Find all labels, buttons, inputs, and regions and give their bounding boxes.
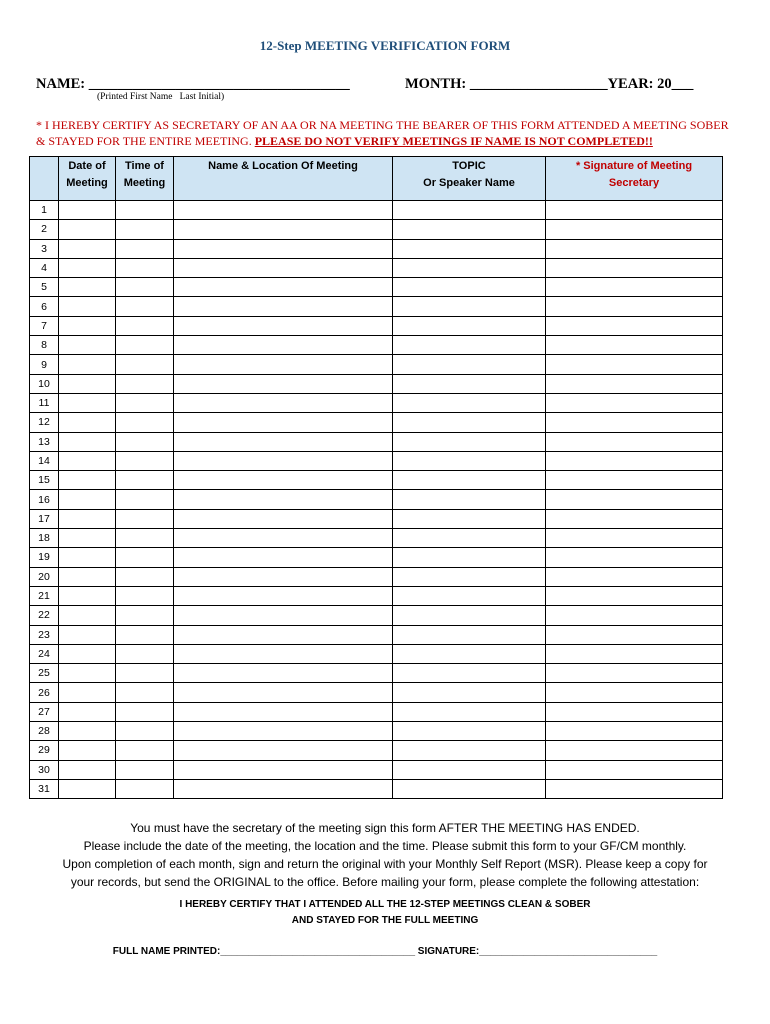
date-cell[interactable] xyxy=(59,567,116,586)
date-cell[interactable] xyxy=(59,586,116,605)
row-number: 13 xyxy=(30,432,59,451)
table-row xyxy=(30,432,723,451)
date-cell[interactable] xyxy=(59,239,116,258)
name-location-cell[interactable] xyxy=(174,201,393,220)
meeting-log-table xyxy=(29,156,723,799)
certification-statement xyxy=(36,117,736,149)
time-cell[interactable] xyxy=(116,760,174,779)
month-year-field-label[interactable]: MONTH: ___________________YEAR: 20___ xyxy=(405,76,694,92)
topic-cell[interactable] xyxy=(393,355,546,374)
name-location-cell[interactable] xyxy=(174,490,393,509)
table-row xyxy=(30,355,723,374)
name-location-cell[interactable] xyxy=(174,220,393,239)
row-number: 30 xyxy=(30,760,59,779)
table-row xyxy=(30,664,723,683)
topic-cell[interactable] xyxy=(393,644,546,663)
row-number: 8 xyxy=(30,336,59,355)
row-number: 26 xyxy=(30,683,59,702)
time-cell[interactable] xyxy=(116,355,174,374)
time-cell[interactable] xyxy=(116,529,174,548)
date-cell[interactable] xyxy=(59,683,116,702)
table-row xyxy=(30,374,723,393)
signature-cell[interactable] xyxy=(546,201,723,220)
table-row xyxy=(30,606,723,625)
topic-cell[interactable] xyxy=(393,490,546,509)
name-field-hint: (Printed First Name Last Initial) xyxy=(97,92,225,102)
topic-cell[interactable] xyxy=(393,509,546,528)
signature-cell[interactable] xyxy=(546,548,723,567)
date-cell[interactable] xyxy=(59,664,116,683)
date-cell[interactable] xyxy=(59,220,116,239)
topic-cell[interactable] xyxy=(393,606,546,625)
time-cell[interactable] xyxy=(116,316,174,335)
date-cell[interactable] xyxy=(59,393,116,412)
signature-cell[interactable] xyxy=(546,779,723,798)
topic-cell[interactable] xyxy=(393,567,546,586)
topic-cell[interactable] xyxy=(393,278,546,297)
signature-cell[interactable] xyxy=(546,760,723,779)
date-cell[interactable] xyxy=(59,722,116,741)
topic-cell[interactable] xyxy=(393,413,546,432)
date-cell[interactable] xyxy=(59,702,116,721)
name-location-cell[interactable] xyxy=(174,567,393,586)
signature-cell[interactable] xyxy=(546,220,723,239)
header-row-number xyxy=(30,157,59,201)
signature-cell[interactable] xyxy=(546,471,723,490)
table-row xyxy=(30,451,723,470)
name-location-cell[interactable] xyxy=(174,316,393,335)
table-row xyxy=(30,760,723,779)
name-field-label[interactable]: NAME: ____________________________________ xyxy=(36,76,350,92)
table-row xyxy=(30,644,723,663)
date-cell[interactable] xyxy=(59,606,116,625)
table-row xyxy=(30,779,723,798)
name-location-cell[interactable] xyxy=(174,471,393,490)
name-location-cell[interactable] xyxy=(174,644,393,663)
date-cell[interactable] xyxy=(59,278,116,297)
table-row xyxy=(30,336,723,355)
time-cell[interactable] xyxy=(116,664,174,683)
signature-cell[interactable] xyxy=(546,336,723,355)
name-location-cell[interactable] xyxy=(174,683,393,702)
table-row xyxy=(30,586,723,605)
row-number: 28 xyxy=(30,722,59,741)
signature-cell[interactable] xyxy=(546,393,723,412)
table-header-row xyxy=(30,157,723,201)
instruction-line: Please include the date of the meeting, the location and the time. Please submit this form to your GF/CM monthly. xyxy=(83,839,687,853)
header-secretary-signature: * Signature of Meeting Secretary xyxy=(546,157,723,201)
date-cell[interactable] xyxy=(59,316,116,335)
date-cell[interactable] xyxy=(59,644,116,663)
table-row xyxy=(30,529,723,548)
time-cell[interactable] xyxy=(116,567,174,586)
topic-cell[interactable] xyxy=(393,451,546,470)
row-number: 12 xyxy=(30,413,59,432)
signature-cell[interactable] xyxy=(546,239,723,258)
date-cell[interactable] xyxy=(59,779,116,798)
signature-cell[interactable] xyxy=(546,702,723,721)
topic-cell[interactable] xyxy=(393,336,546,355)
name-location-cell[interactable] xyxy=(174,278,393,297)
topic-cell[interactable] xyxy=(393,586,546,605)
topic-cell[interactable] xyxy=(393,722,546,741)
table-row xyxy=(30,393,723,412)
name-location-cell[interactable] xyxy=(174,355,393,374)
row-number: 7 xyxy=(30,316,59,335)
table-row xyxy=(30,509,723,528)
time-cell[interactable] xyxy=(116,702,174,721)
form-title: 12-Step MEETING VERIFICATION FORM xyxy=(259,38,511,53)
date-cell[interactable] xyxy=(59,625,116,644)
topic-cell[interactable] xyxy=(393,760,546,779)
row-number: 11 xyxy=(30,393,59,412)
header-time-of-meeting: Time of Meeting xyxy=(116,157,174,201)
date-cell[interactable] xyxy=(59,509,116,528)
row-number: 25 xyxy=(30,664,59,683)
certification-warning: PLEASE DO NOT VERIFY MEETINGS IF NAME IS NOT COMPLETED!! xyxy=(254,134,653,148)
time-cell[interactable] xyxy=(116,548,174,567)
topic-cell[interactable] xyxy=(393,297,546,316)
row-number: 24 xyxy=(30,644,59,663)
time-cell[interactable] xyxy=(116,625,174,644)
date-cell[interactable] xyxy=(59,374,116,393)
time-cell[interactable] xyxy=(116,413,174,432)
signature-cell[interactable] xyxy=(546,490,723,509)
topic-cell[interactable] xyxy=(393,683,546,702)
name-location-cell[interactable] xyxy=(174,664,393,683)
name-location-cell[interactable] xyxy=(174,258,393,277)
signature-cell[interactable] xyxy=(546,586,723,605)
signature-cell[interactable] xyxy=(546,509,723,528)
row-number: 31 xyxy=(30,779,59,798)
date-cell[interactable] xyxy=(59,490,116,509)
row-number: 2 xyxy=(30,220,59,239)
signature-cell[interactable] xyxy=(546,625,723,644)
table-row xyxy=(30,471,723,490)
row-number: 9 xyxy=(30,355,59,374)
date-cell[interactable] xyxy=(59,548,116,567)
date-cell[interactable] xyxy=(59,413,116,432)
topic-cell[interactable] xyxy=(393,529,546,548)
name-location-cell[interactable] xyxy=(174,586,393,605)
row-number: 16 xyxy=(30,490,59,509)
name-location-cell[interactable] xyxy=(174,625,393,644)
time-cell[interactable] xyxy=(116,393,174,412)
time-cell[interactable] xyxy=(116,741,174,760)
name-location-cell[interactable] xyxy=(174,297,393,316)
table-row xyxy=(30,297,723,316)
header-name-location: Name & Location Of Meeting xyxy=(174,157,393,201)
instructions xyxy=(0,819,770,891)
signature-cell[interactable] xyxy=(546,316,723,335)
topic-cell[interactable] xyxy=(393,316,546,335)
time-cell[interactable] xyxy=(116,683,174,702)
time-cell[interactable] xyxy=(116,258,174,277)
topic-cell[interactable] xyxy=(393,393,546,412)
date-cell[interactable] xyxy=(59,258,116,277)
time-cell[interactable] xyxy=(116,220,174,239)
name-location-cell[interactable] xyxy=(174,529,393,548)
topic-cell[interactable] xyxy=(393,258,546,277)
row-number: 23 xyxy=(30,625,59,644)
signature-cell[interactable] xyxy=(546,606,723,625)
row-number: 3 xyxy=(30,239,59,258)
row-number: 4 xyxy=(30,258,59,277)
signature-cell[interactable] xyxy=(546,567,723,586)
time-cell[interactable] xyxy=(116,278,174,297)
date-cell[interactable] xyxy=(59,355,116,374)
topic-cell[interactable] xyxy=(393,741,546,760)
name-location-cell[interactable] xyxy=(174,432,393,451)
name-location-cell[interactable] xyxy=(174,451,393,470)
header-date-of-meeting: Date of Meeting xyxy=(59,157,116,201)
row-number: 19 xyxy=(30,548,59,567)
attestation-line: AND STAYED FOR THE FULL MEETING xyxy=(291,915,479,926)
row-number: 20 xyxy=(30,567,59,586)
date-cell[interactable] xyxy=(59,336,116,355)
table-row xyxy=(30,413,723,432)
name-location-cell[interactable] xyxy=(174,413,393,432)
date-cell[interactable] xyxy=(59,760,116,779)
table-row xyxy=(30,201,723,220)
table-row xyxy=(30,683,723,702)
signature-cell[interactable] xyxy=(546,529,723,548)
topic-cell[interactable] xyxy=(393,201,546,220)
row-number: 10 xyxy=(30,374,59,393)
date-cell[interactable] xyxy=(59,451,116,470)
row-number: 1 xyxy=(30,201,59,220)
time-cell[interactable] xyxy=(116,644,174,663)
instruction-line: Upon completion of each month, sign and return the original with your Monthly Self Report (MSR). Please keep a copy for xyxy=(62,857,708,871)
name-location-cell[interactable] xyxy=(174,509,393,528)
time-cell[interactable] xyxy=(116,201,174,220)
signature-cell[interactable] xyxy=(546,355,723,374)
topic-cell[interactable] xyxy=(393,702,546,721)
row-number: 5 xyxy=(30,278,59,297)
topic-cell[interactable] xyxy=(393,239,546,258)
table-row xyxy=(30,258,723,277)
table-row xyxy=(30,239,723,258)
time-cell[interactable] xyxy=(116,509,174,528)
topic-cell[interactable] xyxy=(393,548,546,567)
time-cell[interactable] xyxy=(116,432,174,451)
time-cell[interactable] xyxy=(116,779,174,798)
signature-cell[interactable] xyxy=(546,258,723,277)
name-location-cell[interactable] xyxy=(174,606,393,625)
name-location-cell[interactable] xyxy=(174,702,393,721)
instruction-line: your records, but send the ORIGINAL to the office. Before mailing your form, please complete the following attestation: xyxy=(70,875,700,889)
signature-cell[interactable] xyxy=(546,432,723,451)
time-cell[interactable] xyxy=(116,374,174,393)
certification-text: * I HEREBY CERTIFY AS SECRETARY OF AN AA OR NA MEETING THE BEARER OF THIS FORM ATTENDED A MEETING SOBER & STAYED FOR THE ENTIRE MEETING. xyxy=(36,118,729,148)
time-cell[interactable] xyxy=(116,606,174,625)
topic-cell[interactable] xyxy=(393,374,546,393)
time-cell[interactable] xyxy=(116,722,174,741)
date-cell[interactable] xyxy=(59,471,116,490)
row-number: 18 xyxy=(30,529,59,548)
table-row xyxy=(30,625,723,644)
row-number: 21 xyxy=(30,586,59,605)
date-cell[interactable] xyxy=(59,297,116,316)
date-cell[interactable] xyxy=(59,529,116,548)
name-location-cell[interactable] xyxy=(174,779,393,798)
row-number: 14 xyxy=(30,451,59,470)
table-row xyxy=(30,220,723,239)
signature-cell[interactable] xyxy=(546,664,723,683)
time-cell[interactable] xyxy=(116,336,174,355)
attestation-line: I HEREBY CERTIFY THAT I ATTENDED ALL THE 12-STEP MEETINGS CLEAN & SOBER xyxy=(179,899,591,910)
name-location-cell[interactable] xyxy=(174,760,393,779)
row-number: 6 xyxy=(30,297,59,316)
signature-cell[interactable] xyxy=(546,278,723,297)
table-row xyxy=(30,702,723,721)
full-name-signature-line[interactable]: FULL NAME PRINTED:___________________________________ SIGNATURE:________________________________ xyxy=(112,946,658,957)
table-row xyxy=(30,548,723,567)
topic-cell[interactable] xyxy=(393,220,546,239)
table-row xyxy=(30,741,723,760)
time-cell[interactable] xyxy=(116,451,174,470)
table-row xyxy=(30,567,723,586)
topic-cell[interactable] xyxy=(393,471,546,490)
table-row xyxy=(30,722,723,741)
name-location-cell[interactable] xyxy=(174,393,393,412)
name-location-cell[interactable] xyxy=(174,374,393,393)
row-number: 17 xyxy=(30,509,59,528)
attestation xyxy=(0,897,770,929)
name-location-cell[interactable] xyxy=(174,741,393,760)
name-location-cell[interactable] xyxy=(174,239,393,258)
topic-cell[interactable] xyxy=(393,664,546,683)
row-number: 15 xyxy=(30,471,59,490)
table-row xyxy=(30,316,723,335)
topic-cell[interactable] xyxy=(393,625,546,644)
row-number: 27 xyxy=(30,702,59,721)
topic-cell[interactable] xyxy=(393,779,546,798)
signature-cell[interactable] xyxy=(546,297,723,316)
header-topic: TOPIC Or Speaker Name xyxy=(393,157,546,201)
signature-cell[interactable] xyxy=(546,413,723,432)
topic-cell[interactable] xyxy=(393,432,546,451)
time-cell[interactable] xyxy=(116,239,174,258)
instruction-line: You must have the secretary of the meeting sign this form AFTER THE MEETING HAS ENDED. xyxy=(130,821,640,835)
table-row xyxy=(30,278,723,297)
date-cell[interactable] xyxy=(59,201,116,220)
date-cell[interactable] xyxy=(59,741,116,760)
date-cell[interactable] xyxy=(59,432,116,451)
signature-cell[interactable] xyxy=(546,451,723,470)
signature-cell[interactable] xyxy=(546,374,723,393)
name-location-cell[interactable] xyxy=(174,336,393,355)
signature-cell[interactable] xyxy=(546,644,723,663)
signature-cell[interactable] xyxy=(546,741,723,760)
signature-cell[interactable] xyxy=(546,722,723,741)
signature-cell[interactable] xyxy=(546,683,723,702)
time-cell[interactable] xyxy=(116,471,174,490)
time-cell[interactable] xyxy=(116,586,174,605)
table-row xyxy=(30,490,723,509)
row-number: 29 xyxy=(30,741,59,760)
row-number: 22 xyxy=(30,606,59,625)
name-location-cell[interactable] xyxy=(174,548,393,567)
name-location-cell[interactable] xyxy=(174,722,393,741)
time-cell[interactable] xyxy=(116,490,174,509)
time-cell[interactable] xyxy=(116,297,174,316)
